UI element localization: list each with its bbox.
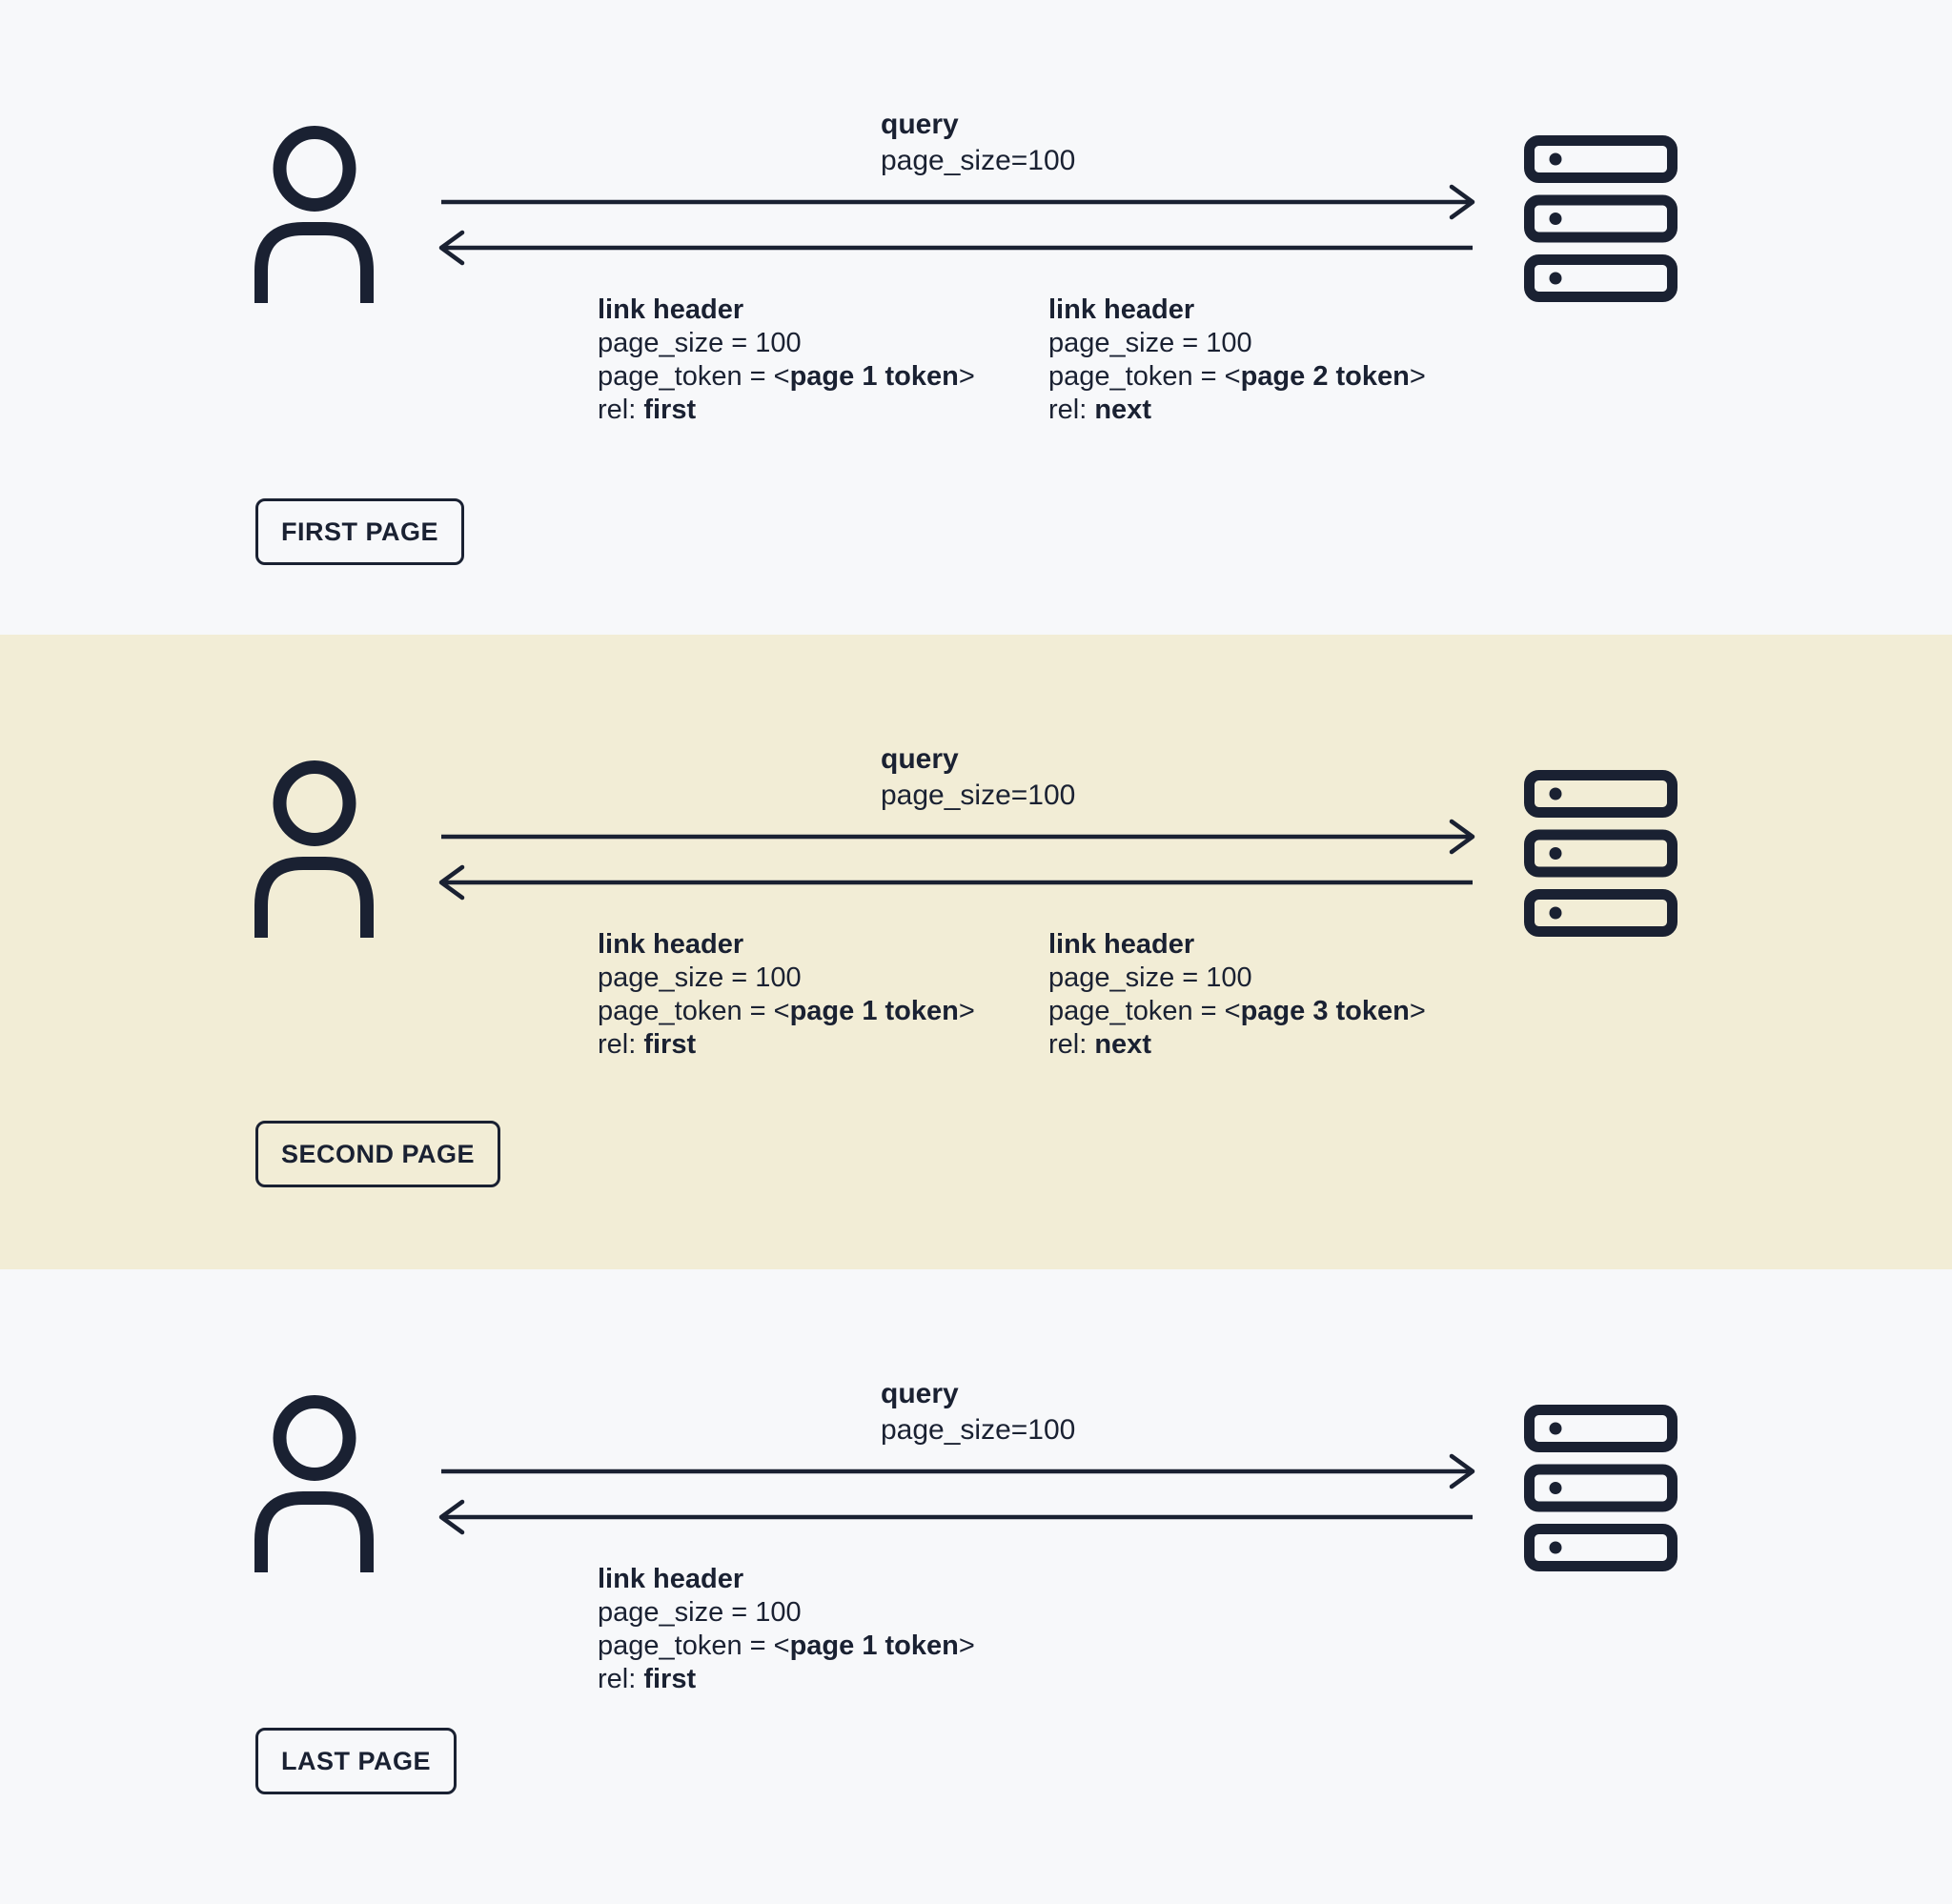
link-header-title: link header bbox=[1048, 294, 1195, 325]
query-annotation bbox=[881, 107, 1075, 179]
query-title: query bbox=[881, 109, 959, 140]
page-label-last: LAST PAGE bbox=[255, 1728, 457, 1794]
server-icon bbox=[1524, 135, 1678, 302]
page-token-line: page_token = <page 3 token> bbox=[1048, 996, 1426, 1026]
server-icon bbox=[1524, 770, 1678, 937]
link-header-first bbox=[598, 294, 975, 427]
rel-line: rel: first bbox=[598, 1029, 697, 1060]
link-header-title: link header bbox=[1048, 929, 1195, 960]
rel-line: rel: next bbox=[1048, 1029, 1151, 1060]
page-size-line: page_size = 100 bbox=[598, 1597, 802, 1628]
query-param: page_size=100 bbox=[881, 145, 1076, 176]
page-label-second: SECOND PAGE bbox=[255, 1121, 500, 1187]
page-token-line: page_token = <page 1 token> bbox=[598, 361, 975, 392]
rel-line: rel: first bbox=[598, 395, 697, 425]
page-size-line: page_size = 100 bbox=[598, 962, 802, 993]
page-size-line: page_size = 100 bbox=[1048, 962, 1252, 993]
page-token-line: page_token = <page 1 token> bbox=[598, 1631, 975, 1661]
query-param: page_size=100 bbox=[881, 780, 1076, 811]
link-header-next bbox=[1048, 928, 1426, 1062]
query-title: query bbox=[881, 743, 959, 775]
arrow-left-icon bbox=[434, 1498, 1482, 1536]
rel-line: rel: next bbox=[1048, 395, 1151, 425]
section-first-page bbox=[0, 0, 1952, 635]
server-icon bbox=[1524, 1405, 1678, 1571]
query-param: page_size=100 bbox=[881, 1414, 1076, 1446]
user-icon bbox=[254, 126, 374, 303]
section-last-page bbox=[0, 1269, 1952, 1904]
query-annotation bbox=[881, 1376, 1075, 1448]
page-token-line: page_token = <page 1 token> bbox=[598, 996, 975, 1026]
arrow-right-icon bbox=[434, 818, 1482, 856]
arrow-left-icon bbox=[434, 863, 1482, 901]
arrow-right-icon bbox=[434, 183, 1482, 221]
arrow-left-icon bbox=[434, 229, 1482, 267]
page-size-line: page_size = 100 bbox=[598, 328, 802, 358]
arrow-right-icon bbox=[434, 1452, 1482, 1490]
section-second-page bbox=[0, 635, 1952, 1269]
link-header-next bbox=[1048, 294, 1426, 427]
user-icon bbox=[254, 760, 374, 938]
page-label-first: FIRST PAGE bbox=[255, 498, 464, 565]
link-header-title: link header bbox=[598, 1564, 744, 1594]
query-annotation bbox=[881, 741, 1075, 814]
link-header-title: link header bbox=[598, 929, 744, 960]
link-header-title: link header bbox=[598, 294, 744, 325]
link-header-first bbox=[598, 928, 975, 1062]
page-size-line: page_size = 100 bbox=[1048, 328, 1252, 358]
page-token-line: page_token = <page 2 token> bbox=[1048, 361, 1426, 392]
query-title: query bbox=[881, 1378, 959, 1409]
link-header-first bbox=[598, 1563, 975, 1696]
rel-line: rel: first bbox=[598, 1664, 697, 1694]
user-icon bbox=[254, 1395, 374, 1572]
